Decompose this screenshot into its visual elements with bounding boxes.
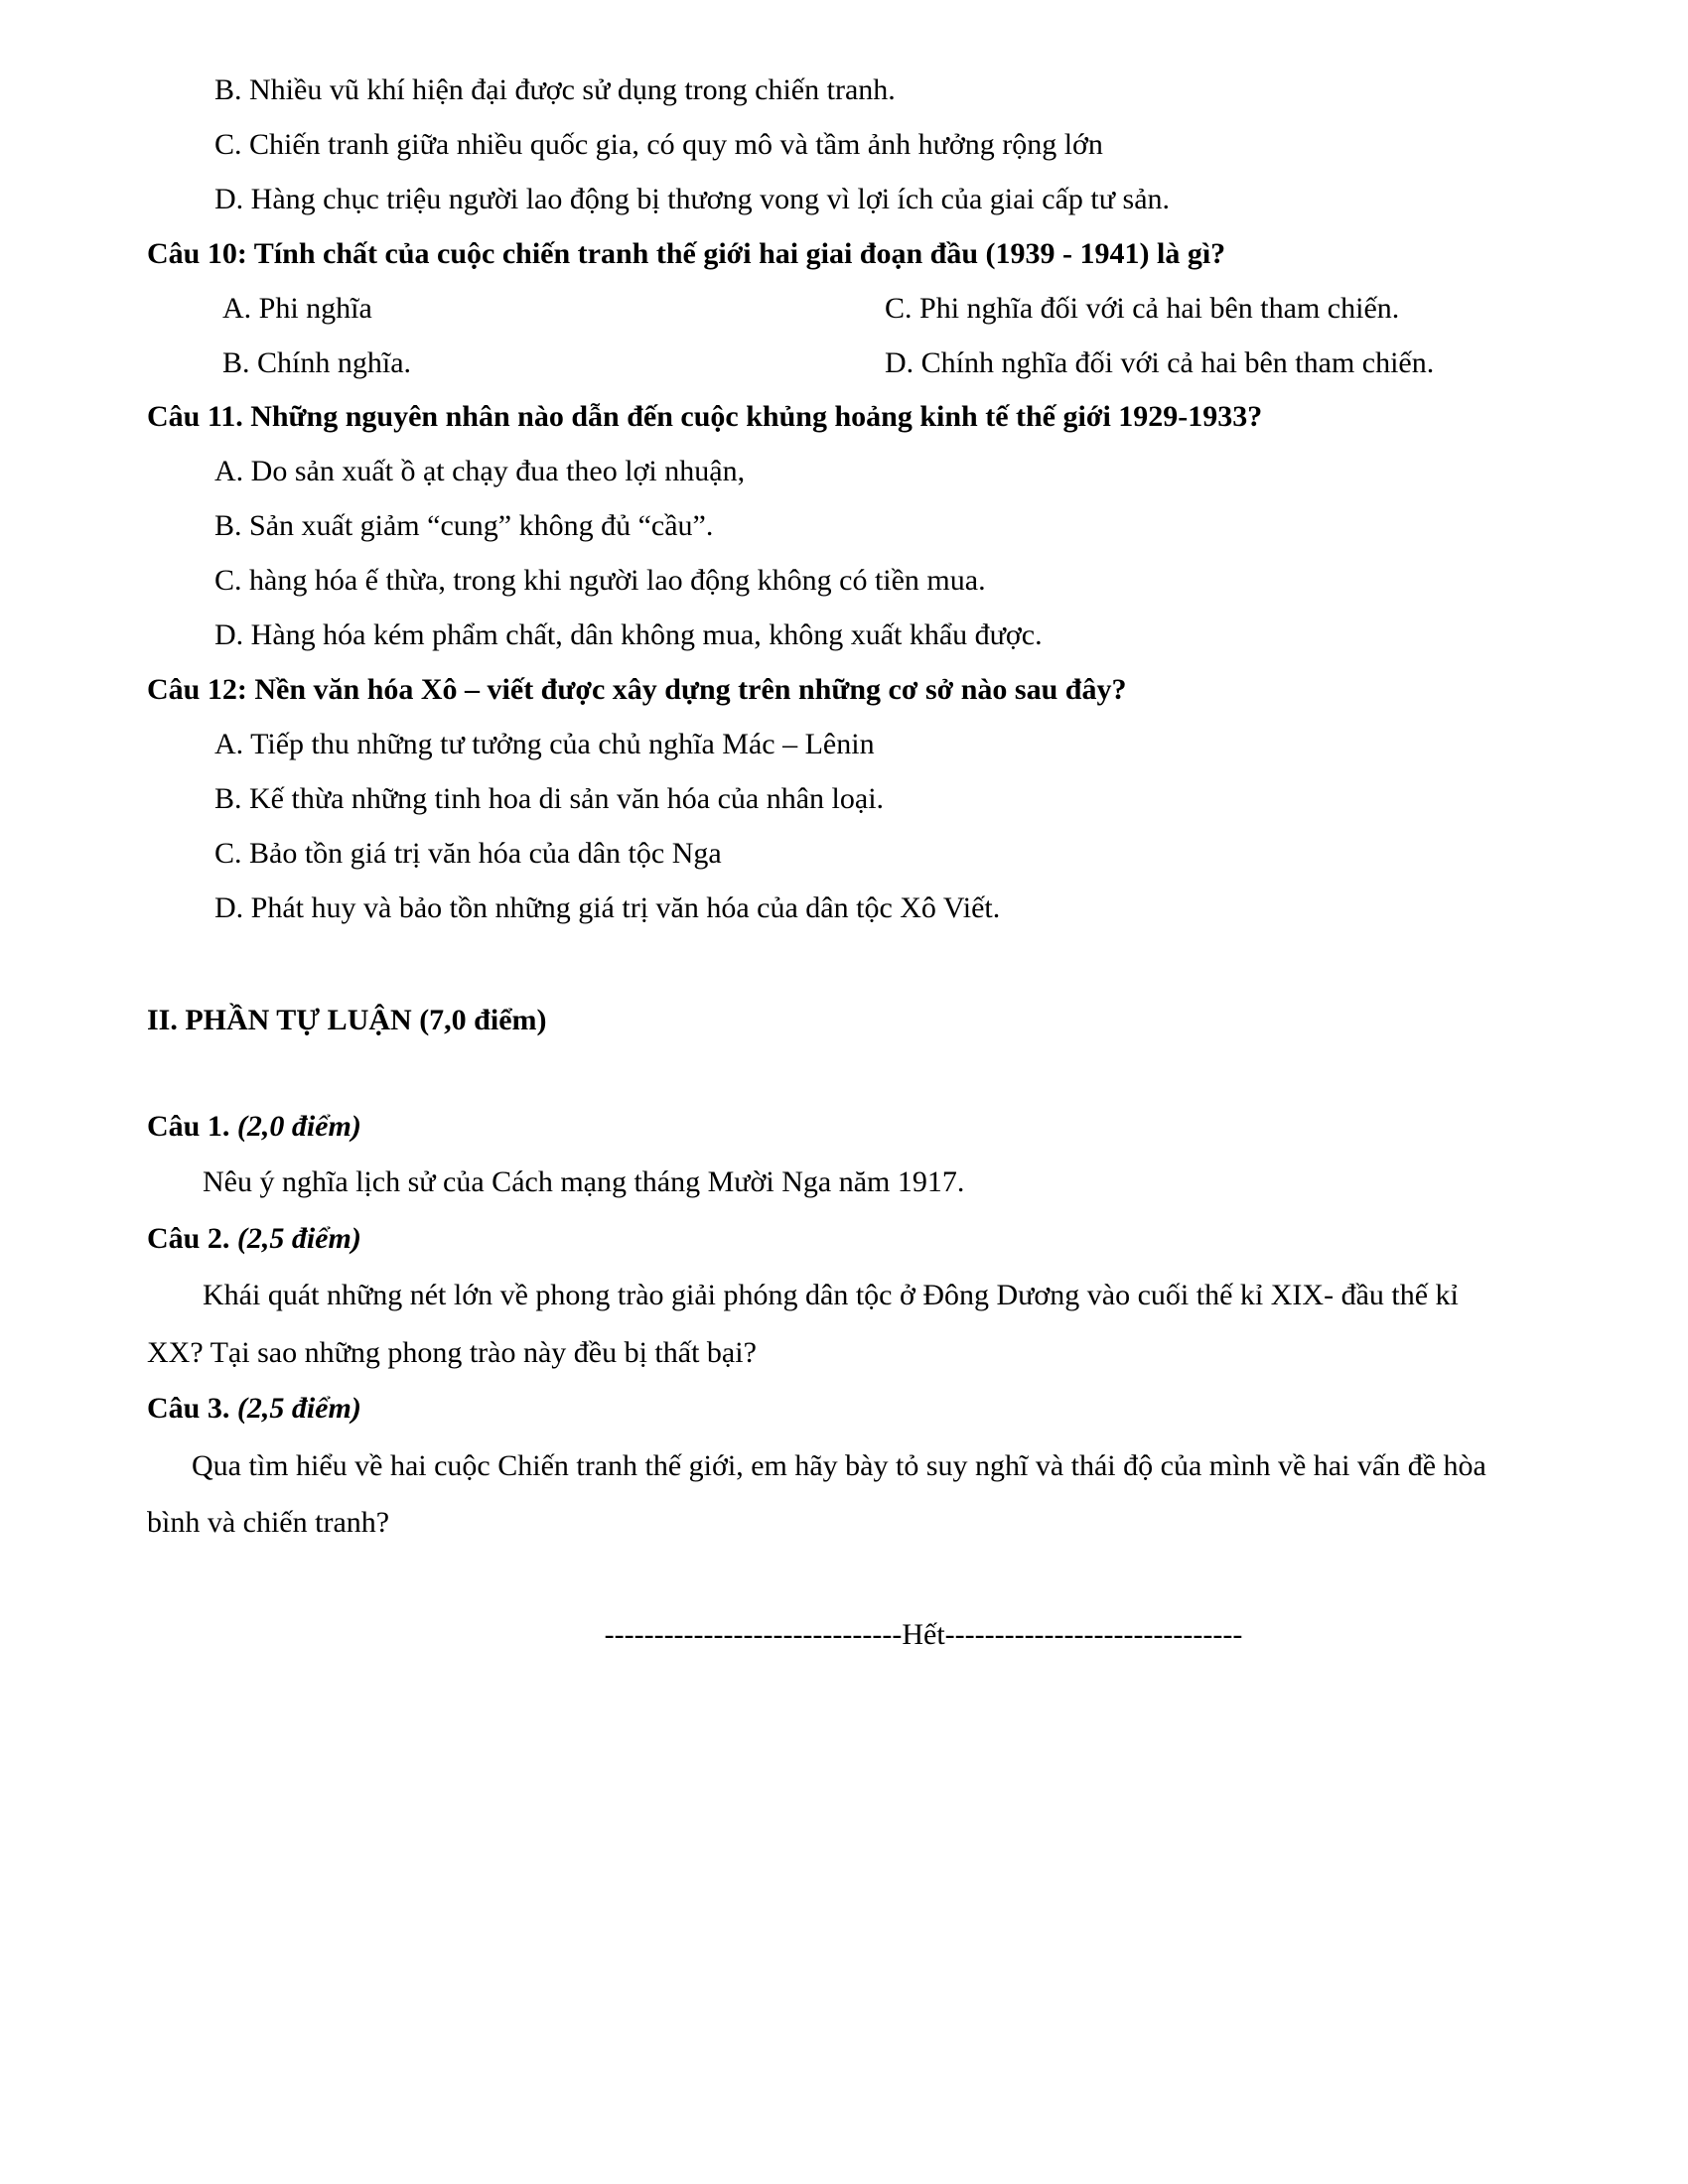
essay-1-points: (2,0 điểm): [236, 1110, 361, 1143]
essay-1-text: Nêu ý nghĩa lịch sử của Cách mạng tháng Mười Nga năm 1917.: [203, 1165, 965, 1198]
question-11-option-d: D. Hàng hóa kém phẩm chất, dân không mua, không xuất khẩu được.: [214, 618, 1043, 651]
section-2-title: II. PHẦN TỰ LUẬN (7,0 điểm): [147, 1004, 547, 1036]
question-12-option-d: D. Phát huy và bảo tồn những giá trị văn hóa của dân tộc Xô Viết.: [214, 891, 1001, 924]
essay-3-points: (2,5 điểm): [236, 1392, 361, 1425]
essay-2-label: Câu 2.: [147, 1222, 230, 1255]
question-11-option-a: A. Do sản xuất ồ ạt chạy đua theo lợi nhuận,: [214, 455, 746, 487]
prev-question-option-d: D. Hàng chục triệu người lao động bị thương vong vì lợi ích của giai cấp tư sản.: [214, 183, 1171, 215]
question-11-option-c: C. hàng hóa ế thừa, trong khi người lao động không có tiền mua.: [214, 564, 986, 597]
question-10-option-c: C. Phi nghĩa đối với cả hai bên tham chiến.: [885, 292, 1400, 325]
question-12-title: Câu 12: Nền văn hóa Xô – viết được xây dựng trên những cơ sở nào sau đây?: [147, 673, 1127, 706]
question-12-option-b: B. Kế thừa những tinh hoa di sản văn hóa của nhân loại.: [214, 782, 885, 815]
question-11-option-b: B. Sản xuất giảm “cung” không đủ “cầu”.: [214, 509, 714, 542]
question-11-title: Câu 11. Những nguyên nhân nào dẫn đến cuộc khủng hoảng kinh tế thế giới 1929-1933?: [147, 400, 1263, 433]
essay-3-heading: [147, 1394, 361, 1424]
question-12-option-a: A. Tiếp thu những tư tưởng của chủ nghĩa Mác – Lênin: [214, 728, 875, 760]
end-marker: ------------------------------Hết------------------------------: [604, 1618, 1243, 1651]
essay-1-label: Câu 1.: [147, 1110, 230, 1143]
essay-3-text-line-1: Qua tìm hiểu về hai cuộc Chiến tranh thế giới, em hãy bày tỏ suy nghĩ và thái độ của mình về hai vấn đề hòa: [192, 1449, 1486, 1482]
essay-2-heading: [147, 1224, 361, 1254]
question-10-option-a: A. Phi nghĩa: [222, 292, 372, 325]
question-10-option-b: B. Chính nghĩa.: [222, 346, 412, 379]
question-10-option-d: D. Chính nghĩa đối với cả hai bên tham chiến.: [885, 346, 1435, 379]
question-12-option-c: C. Bảo tồn giá trị văn hóa của dân tộc Nga: [214, 837, 722, 870]
prev-question-option-b: B. Nhiều vũ khí hiện đại được sử dụng trong chiến tranh.: [214, 73, 896, 106]
essay-2-text-line-2: XX? Tại sao những phong trào này đều bị thất bại?: [147, 1336, 757, 1369]
essay-1-heading: [147, 1112, 361, 1142]
essay-2-points: (2,5 điểm): [236, 1222, 361, 1255]
essay-3-label: Câu 3.: [147, 1392, 230, 1425]
essay-3-text-line-2: bình và chiến tranh?: [147, 1506, 390, 1539]
essay-2-text-line-1: Khái quát những nét lớn về phong trào giải phóng dân tộc ở Đông Dương vào cuối thế kỉ XIX- đầu thế kỉ: [203, 1279, 1459, 1311]
prev-question-option-c: C. Chiến tranh giữa nhiều quốc gia, có quy mô và tầm ảnh hưởng rộng lớn: [214, 128, 1103, 161]
question-10-title: Câu 10: Tính chất của cuộc chiến tranh thế giới hai giai đoạn đầu (1939 - 1941) là gì?: [147, 237, 1226, 270]
